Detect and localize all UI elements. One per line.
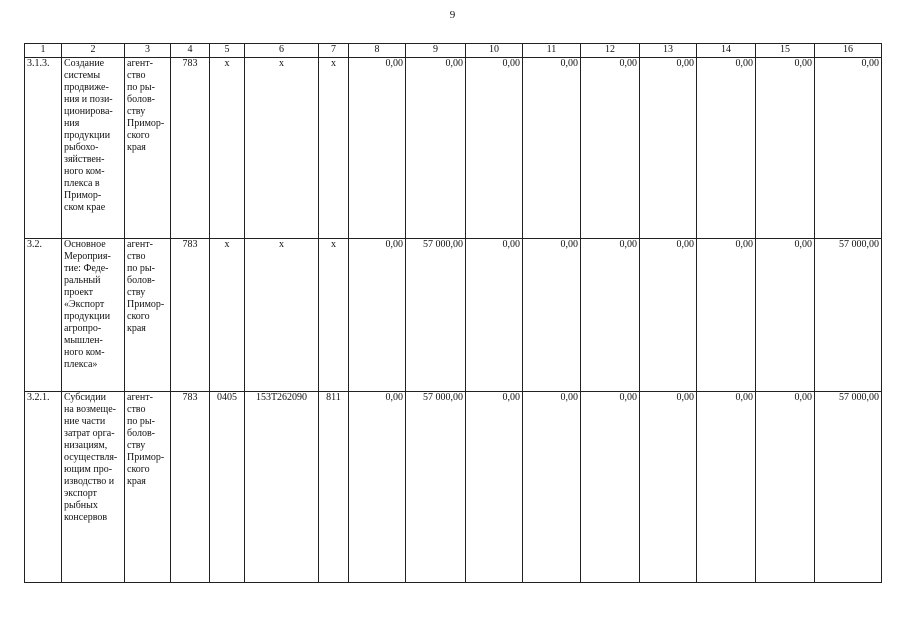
cell-value-10: 0,00: [466, 239, 523, 392]
cell-value-13: 0,00: [640, 58, 697, 239]
cell-expense-type: x: [319, 239, 349, 392]
row-code: 3.2.1.: [25, 392, 62, 583]
col-header-15: 15: [756, 44, 815, 58]
cell-value-12: 0,00: [581, 58, 640, 239]
table-row: [25, 392, 882, 583]
col-header-9: 9: [406, 44, 466, 58]
cell-value-10: 0,00: [466, 392, 523, 583]
row-code: 3.2.: [25, 239, 62, 392]
cell-value-12: 0,00: [581, 392, 640, 583]
col-header-8: 8: [349, 44, 406, 58]
cell-target-article: 153Т262090: [245, 392, 319, 583]
cell-value-11: 0,00: [523, 58, 581, 239]
col-header-11: 11: [523, 44, 581, 58]
row-code: 3.1.3.: [25, 58, 62, 239]
col-header-4: 4: [171, 44, 210, 58]
col-header-14: 14: [697, 44, 756, 58]
col-header-1: 1: [25, 44, 62, 58]
budget-table: [24, 43, 882, 583]
row-agency: агент- ство по ры- болов- ству Примор- ского края: [125, 239, 171, 392]
cell-grbs: 783: [171, 58, 210, 239]
table-row: [25, 58, 882, 239]
header-row: [25, 44, 882, 58]
cell-value-15: 0,00: [756, 58, 815, 239]
cell-grbs: 783: [171, 239, 210, 392]
cell-value-14: 0,00: [697, 239, 756, 392]
cell-value-13: 0,00: [640, 239, 697, 392]
col-header-7: 7: [319, 44, 349, 58]
cell-value-9: 57 000,00: [406, 239, 466, 392]
cell-grbs: 783: [171, 392, 210, 583]
cell-value-13: 0,00: [640, 392, 697, 583]
cell-value-8: 0,00: [349, 58, 406, 239]
page-number: 9: [449, 9, 456, 21]
col-header-2: 2: [62, 44, 125, 58]
cell-value-8: 0,00: [349, 239, 406, 392]
cell-value-16: 0,00: [815, 58, 882, 239]
cell-section: 0405: [210, 392, 245, 583]
cell-value-9: 57 000,00: [406, 392, 466, 583]
col-header-3: 3: [125, 44, 171, 58]
cell-value-9: 0,00: [406, 58, 466, 239]
cell-section: x: [210, 58, 245, 239]
cell-value-11: 0,00: [523, 239, 581, 392]
cell-value-16: 57 000,00: [815, 392, 882, 583]
cell-target-article: x: [245, 239, 319, 392]
col-header-16: 16: [815, 44, 882, 58]
cell-value-14: 0,00: [697, 392, 756, 583]
col-header-10: 10: [466, 44, 523, 58]
row-name: Основное Мероприя- тие: Феде- ральный проект «Экспорт продукции агропро- мышлен- ного ком- плекса»: [62, 239, 125, 392]
cell-expense-type: x: [319, 58, 349, 239]
col-header-6: 6: [245, 44, 319, 58]
col-header-5: 5: [210, 44, 245, 58]
row-agency: агент- ство по ры- болов- ству Примор- ского края: [125, 392, 171, 583]
cell-section: x: [210, 239, 245, 392]
cell-value-11: 0,00: [523, 392, 581, 583]
cell-value-15: 0,00: [756, 392, 815, 583]
cell-value-14: 0,00: [697, 58, 756, 239]
cell-value-10: 0,00: [466, 58, 523, 239]
cell-value-16: 57 000,00: [815, 239, 882, 392]
row-agency: агент- ство по ры- болов- ству Примор- ского края: [125, 58, 171, 239]
cell-value-15: 0,00: [756, 239, 815, 392]
table-row: [25, 239, 882, 392]
cell-value-12: 0,00: [581, 239, 640, 392]
row-name: Создание системы продвиже- ния и пози- ционирова- ния продукции рыбохо- зяйствен- ного ком- плекса в Примор- ском крае: [62, 58, 125, 239]
cell-target-article: x: [245, 58, 319, 239]
cell-expense-type: 811: [319, 392, 349, 583]
col-header-12: 12: [581, 44, 640, 58]
col-header-13: 13: [640, 44, 697, 58]
cell-value-8: 0,00: [349, 392, 406, 583]
row-name: Субсидии на возмеще- ние части затрат орга- низациям, осуществля- ющим про- изводство и экспорт рыбных консервов: [62, 392, 125, 583]
